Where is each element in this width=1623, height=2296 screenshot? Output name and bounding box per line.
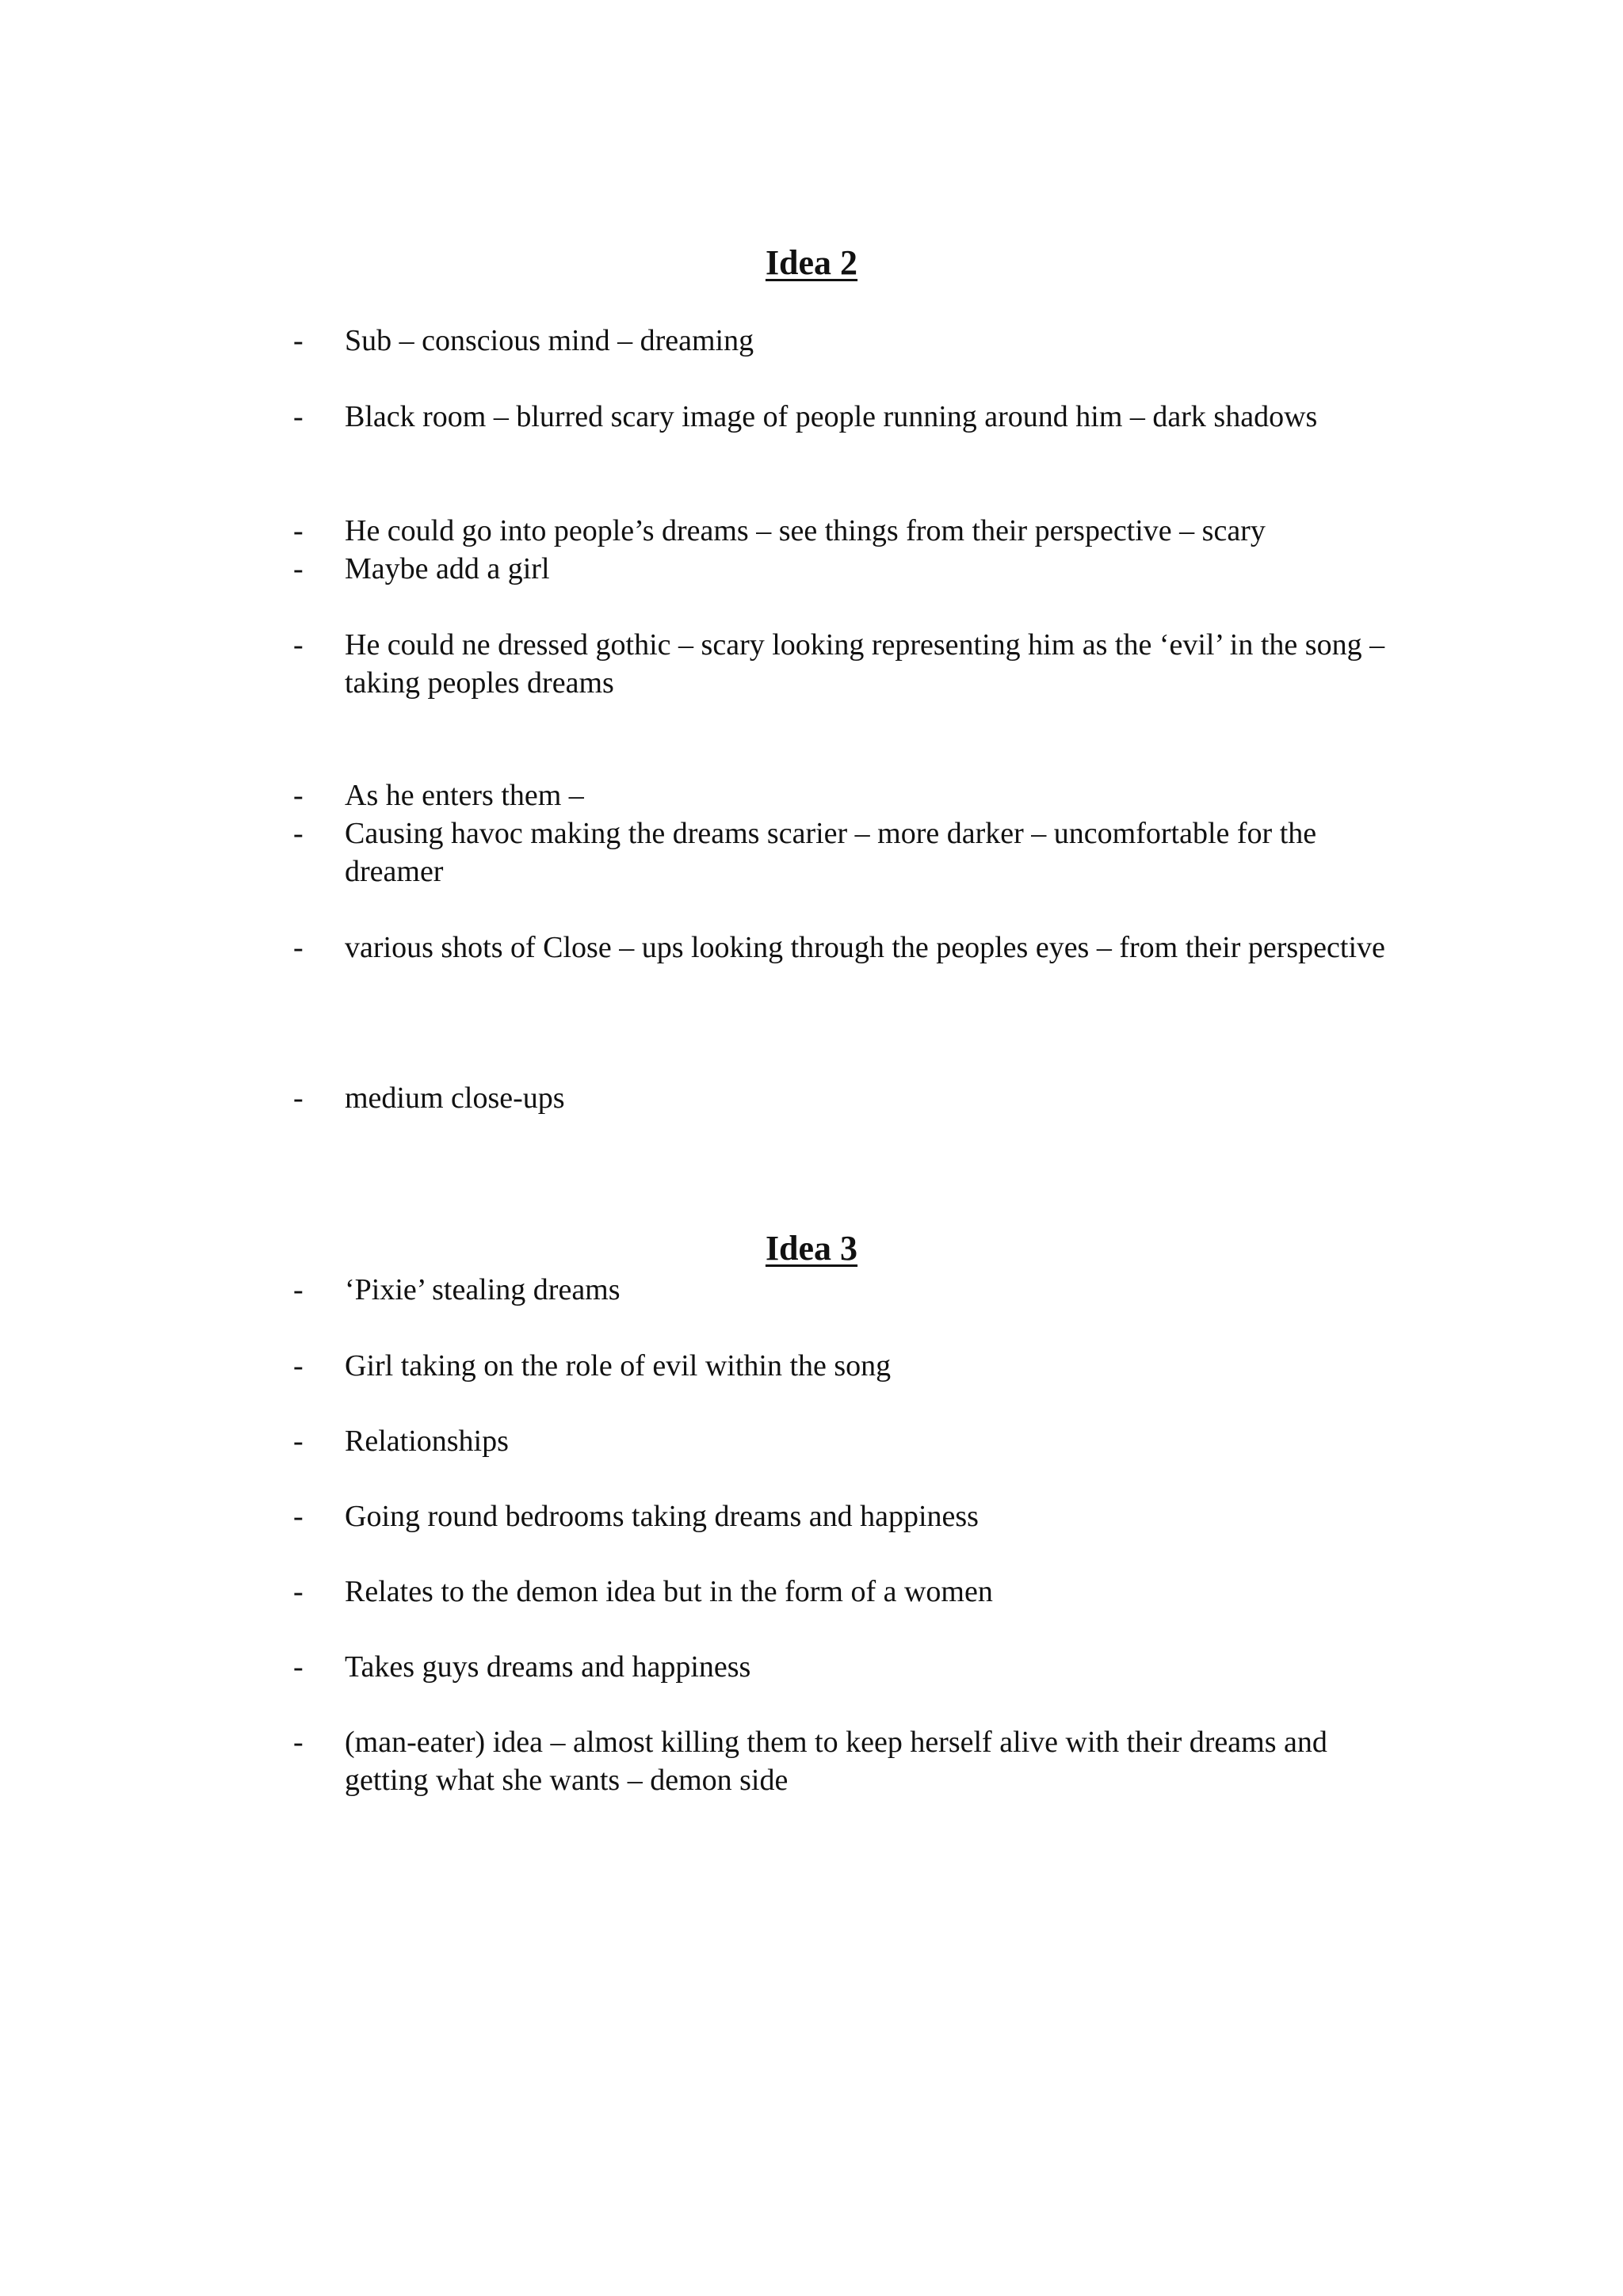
idea-3-item-4-text: Going round bedrooms taking dreams and happiness xyxy=(345,1500,979,1533)
bullet-dash: - xyxy=(293,628,304,662)
idea-3-item-3-text: Relationships xyxy=(345,1425,509,1458)
bullet-dash: - xyxy=(293,324,304,357)
bullet-dash: - xyxy=(293,1081,304,1115)
bullet-dash: - xyxy=(293,552,304,585)
bullet-dash: - xyxy=(293,1575,304,1608)
bullet-dash: - xyxy=(293,1726,304,1759)
idea-3-item-6-text: Takes guys dreams and happiness xyxy=(345,1650,751,1684)
idea-2-item-6-text: As he enters them – xyxy=(345,779,584,812)
bullet-dash: - xyxy=(293,817,304,850)
bullet-dash: - xyxy=(293,779,304,812)
idea-2-item-1-text: Sub – conscious mind – dreaming xyxy=(345,324,754,357)
idea-2-item-5-text: He could ne dressed gothic – scary looking representing him as the ‘evil’ in the song – taking peoples dreams xyxy=(345,628,1385,700)
idea-2-item-7-text: Causing havoc making the dreams scarier – more darker – uncomfortable for the dreamer xyxy=(345,817,1317,888)
idea-3-item-5-text: Relates to the demon idea but in the form of a women xyxy=(345,1575,993,1608)
bullet-dash: - xyxy=(293,1349,304,1383)
bullet-dash: - xyxy=(293,1650,304,1684)
bullet-dash: - xyxy=(293,931,304,964)
idea-2-item-9-text: medium close-ups xyxy=(345,1081,565,1115)
idea-2-item-4-text: Maybe add a girl xyxy=(345,552,550,585)
idea-2-heading: Idea 2 xyxy=(765,243,858,282)
idea-2-item-3-text: He could go into people’s dreams – see things from their perspective – scary xyxy=(345,514,1266,547)
bullet-dash: - xyxy=(293,1425,304,1458)
idea-3-item-1-text: ‘Pixie’ stealing dreams xyxy=(345,1273,621,1306)
bullet-dash: - xyxy=(293,400,304,433)
bullet-dash: - xyxy=(293,1500,304,1533)
idea-3-item-7-text: (man-eater) idea – almost killing them to keep herself alive with their dreams and getting what she wants – demon side xyxy=(345,1726,1327,1797)
idea-3-item-2-text: Girl taking on the role of evil within the song xyxy=(345,1349,892,1383)
idea-2-item-2-text: Black room – blurred scary image of people running around him – dark shadows xyxy=(345,400,1318,433)
idea-2-item-8-text: various shots of Close – ups looking through the peoples eyes – from their perspective xyxy=(345,931,1385,964)
idea-3-heading: Idea 3 xyxy=(765,1229,858,1268)
bullet-dash: - xyxy=(293,514,304,547)
bullet-dash: - xyxy=(293,1273,304,1306)
